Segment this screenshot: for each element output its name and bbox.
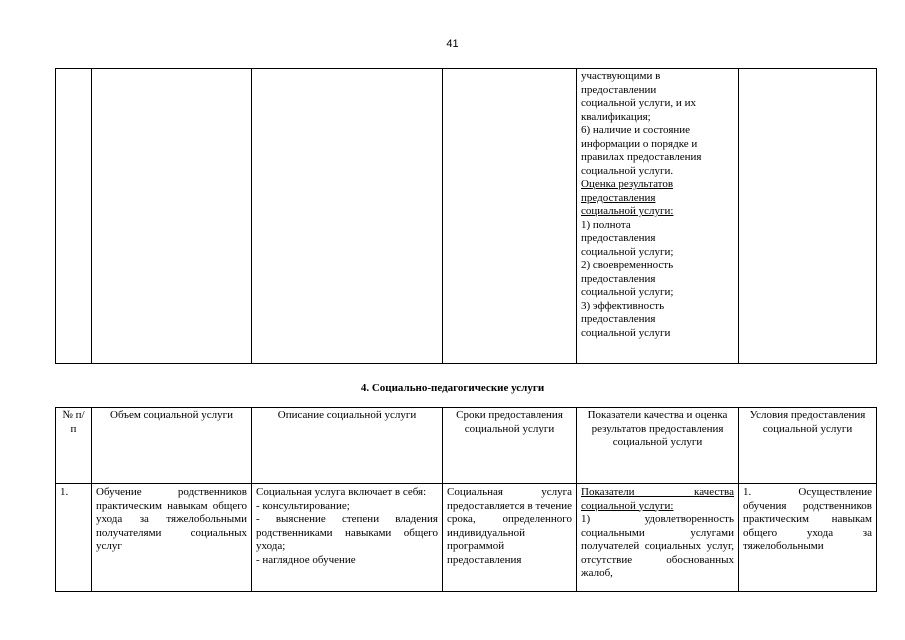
cell-line: предоставления xyxy=(581,191,656,204)
cell-line: 1) полнота xyxy=(581,218,631,231)
services-table xyxy=(55,407,877,592)
row-conditions: 1. Осуществление обучения родственников практическим навыкам общего ухода за тяжелобольными xyxy=(739,484,877,592)
description-line: - наглядное обучение xyxy=(256,553,356,566)
header-quality: Показатели качества и оценка результатов предоставления социальной услуги xyxy=(577,408,739,484)
header-terms: Сроки предоставления социальной услуги xyxy=(443,408,577,484)
row-num: 1. xyxy=(56,484,92,592)
cell-line: социальной услуги xyxy=(581,326,671,339)
cell-line: социальной услуги: xyxy=(581,205,674,217)
table-row xyxy=(56,69,877,364)
cell-line: предоставлении xyxy=(581,83,657,96)
description-line: - выяснение степени владения родственниками навыками общего ухода; xyxy=(256,513,438,552)
cell-line: информации о порядке и xyxy=(581,137,698,150)
table-cell xyxy=(92,69,252,364)
cell-line: правилах предоставления xyxy=(581,151,702,163)
quality-title: Показатели качества социальной услуги: xyxy=(581,486,734,512)
cell-line: предоставления xyxy=(581,313,656,325)
page-number: 41 xyxy=(446,38,459,50)
table-header-row xyxy=(56,408,877,484)
cell-line: социальной услуги; xyxy=(581,245,674,258)
header-volume: Объем социальной услуги xyxy=(92,408,252,484)
table-cell xyxy=(739,69,877,364)
cell-line: квалификация; xyxy=(581,110,651,123)
cell-line: социальной услуги. xyxy=(581,164,674,177)
table-cell xyxy=(252,69,443,364)
quality-text: 1) удовлетворенность социальными услугами получателей социальных услуг, отсутствие обоснованных жалоб, xyxy=(581,513,734,579)
cell-line: социальной услуги; xyxy=(581,286,674,298)
description-line: Социальная услуга включает в себя: xyxy=(256,486,427,498)
cell-line: предоставления xyxy=(581,272,656,285)
table-row xyxy=(56,484,877,592)
cell-line: 6) наличие и состояние xyxy=(581,124,691,136)
header-description: Описание социальной услуги xyxy=(252,408,443,484)
continuation-table xyxy=(55,68,877,364)
header-conditions: Условия предоставления социальной услуги xyxy=(739,408,877,484)
row-description xyxy=(252,484,443,592)
cell-line: 2) своевременность xyxy=(581,259,674,271)
header-num: № п/п xyxy=(56,408,92,484)
section-title: 4. Социально-педагогические услуги xyxy=(360,382,545,394)
cell-line: социальной услуги, и их xyxy=(581,97,696,109)
cell-line: Оценка результатов xyxy=(581,178,674,190)
quality-continuation-cell xyxy=(577,69,739,364)
table-cell xyxy=(56,69,92,364)
row-terms: Социальная услуга предоставляется в течение срока, определенного индивидуальной программой предоставления xyxy=(443,484,577,592)
row-quality xyxy=(577,484,739,592)
cell-line: предоставления xyxy=(581,232,656,244)
table-cell xyxy=(443,69,577,364)
row-volume: Обучение родственников практическим навыкам общего ухода за тяжелобольными получателями социальных услуг xyxy=(92,484,252,592)
cell-line: 3) эффективность xyxy=(581,299,665,312)
description-line: - консультирование; xyxy=(256,499,350,512)
cell-line: участвующими в xyxy=(581,70,661,82)
